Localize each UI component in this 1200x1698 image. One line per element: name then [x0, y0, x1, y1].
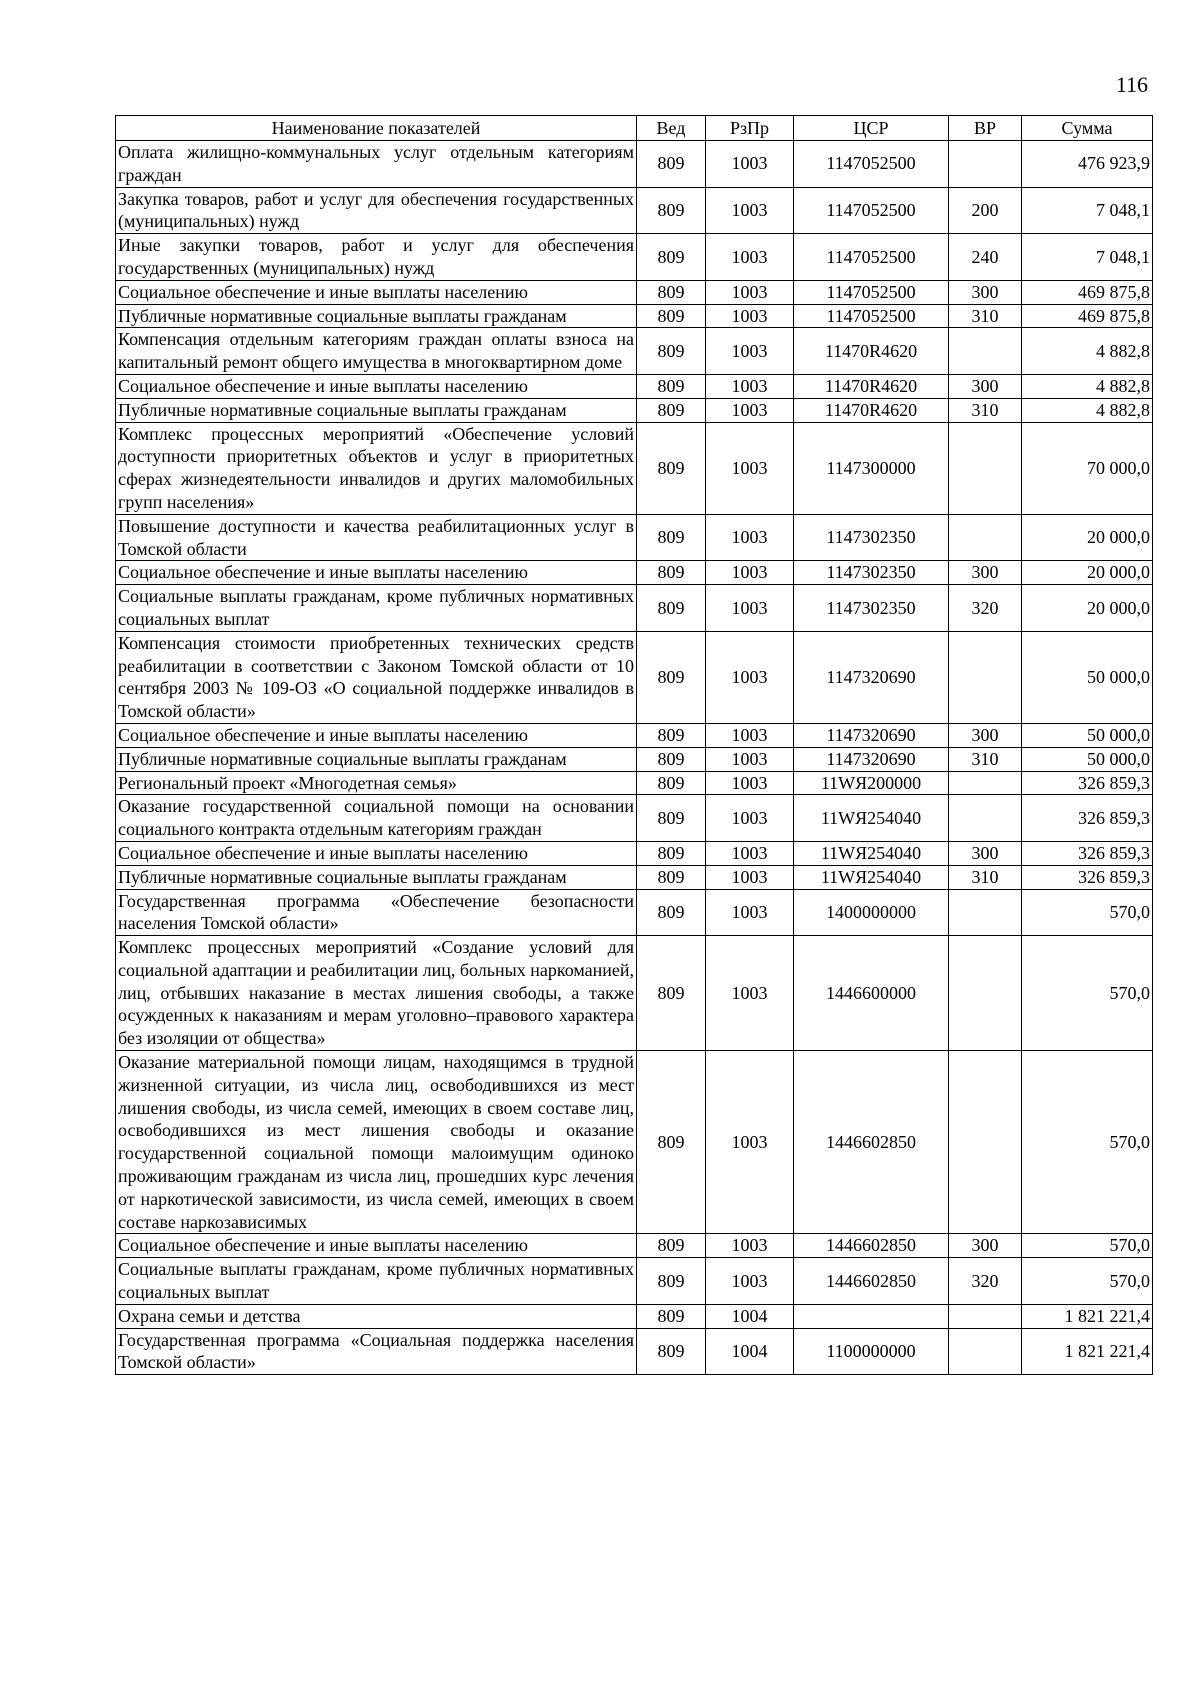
cell-rzpr: 1003 [706, 1258, 794, 1305]
cell-rzpr: 1003 [706, 514, 794, 561]
table-row [116, 328, 1153, 375]
cell-vr: 300 [949, 723, 1022, 747]
cell-vr [949, 771, 1022, 795]
table-row [116, 514, 1153, 561]
header-rzpr: РзПр [706, 116, 794, 141]
cell-csr: 1147300000 [794, 422, 949, 514]
cell-name: Социальное обеспечение и иные выплаты населению [116, 374, 637, 398]
cell-rzpr: 1003 [706, 841, 794, 865]
table-row [116, 1328, 1153, 1375]
cell-vr: 320 [949, 1258, 1022, 1305]
table-row [116, 561, 1153, 585]
cell-name: Социальное обеспечение и иные выплаты населению [116, 841, 637, 865]
table-row [116, 141, 1153, 188]
cell-vr: 310 [949, 865, 1022, 889]
cell-rzpr: 1003 [706, 328, 794, 375]
cell-ved: 809 [637, 585, 706, 632]
cell-vr [949, 795, 1022, 842]
cell-vr: 300 [949, 374, 1022, 398]
cell-sum: 570,0 [1022, 936, 1153, 1051]
cell-sum: 469 875,8 [1022, 280, 1153, 304]
cell-sum: 7 048,1 [1022, 234, 1153, 281]
cell-sum: 70 000,0 [1022, 422, 1153, 514]
cell-vr [949, 514, 1022, 561]
cell-rzpr: 1003 [706, 422, 794, 514]
cell-ved: 809 [637, 280, 706, 304]
cell-name: Охрана семьи и детства [116, 1304, 637, 1328]
cell-rzpr: 1003 [706, 795, 794, 842]
cell-rzpr: 1003 [706, 771, 794, 795]
cell-csr: 1446602850 [794, 1258, 949, 1305]
cell-name: Комплекс процессных мероприятий «Создание условий для социальной адаптации и реабилитации лиц, больных наркоманией, лиц, отбывших наказание в местах лишения свободы, а также осужденных к наказаниям и мерам уголовно–правового характера без изоляции от общества» [116, 936, 637, 1051]
cell-rzpr: 1003 [706, 631, 794, 723]
table-row [116, 585, 1153, 632]
cell-ved: 809 [637, 304, 706, 328]
cell-name: Социальное обеспечение и иные выплаты населению [116, 561, 637, 585]
cell-vr: 240 [949, 234, 1022, 281]
cell-rzpr: 1003 [706, 936, 794, 1051]
table-row [116, 1051, 1153, 1234]
cell-ved: 809 [637, 723, 706, 747]
cell-vr [949, 889, 1022, 936]
cell-csr: 1446600000 [794, 936, 949, 1051]
cell-sum: 4 882,8 [1022, 398, 1153, 422]
cell-ved: 809 [637, 374, 706, 398]
cell-csr: 11470R4620 [794, 398, 949, 422]
table-row [116, 936, 1153, 1051]
cell-csr: 11WЯ254040 [794, 865, 949, 889]
cell-csr: 1147052500 [794, 304, 949, 328]
cell-csr: 1100000000 [794, 1328, 949, 1375]
table-row [116, 374, 1153, 398]
cell-rzpr: 1003 [706, 561, 794, 585]
cell-vr [949, 141, 1022, 188]
cell-name: Компенсация отдельным категориям граждан оплаты взноса на капитальный ремонт общего имущества в многоквартирном доме [116, 328, 637, 375]
header-vr: ВР [949, 116, 1022, 141]
cell-name: Региональный проект «Многодетная семья» [116, 771, 637, 795]
cell-name: Публичные нормативные социальные выплаты гражданам [116, 398, 637, 422]
cell-name: Публичные нормативные социальные выплаты гражданам [116, 865, 637, 889]
table-row [116, 304, 1153, 328]
cell-ved: 809 [637, 771, 706, 795]
header-row [116, 116, 1153, 141]
cell-sum: 50 000,0 [1022, 631, 1153, 723]
cell-rzpr: 1003 [706, 865, 794, 889]
header-sum: Сумма [1022, 116, 1153, 141]
cell-sum: 326 859,3 [1022, 841, 1153, 865]
cell-sum: 326 859,3 [1022, 795, 1153, 842]
cell-sum: 20 000,0 [1022, 561, 1153, 585]
cell-rzpr: 1003 [706, 1234, 794, 1258]
cell-csr: 1147302350 [794, 585, 949, 632]
cell-csr: 11470R4620 [794, 328, 949, 375]
cell-rzpr: 1003 [706, 1051, 794, 1234]
cell-vr [949, 1328, 1022, 1375]
cell-sum: 570,0 [1022, 1258, 1153, 1305]
cell-name: Социальное обеспечение и иные выплаты населению [116, 723, 637, 747]
cell-sum: 326 859,3 [1022, 771, 1153, 795]
cell-rzpr: 1003 [706, 141, 794, 188]
cell-sum: 20 000,0 [1022, 585, 1153, 632]
table-row [116, 398, 1153, 422]
cell-name: Компенсация стоимости приобретенных технических средств реабилитации в соответствии с Законом Томской области от 10 сентября 2003 № 109-ОЗ «О социальной поддержке инвалидов в Томской области» [116, 631, 637, 723]
cell-vr: 300 [949, 1234, 1022, 1258]
cell-rzpr: 1003 [706, 304, 794, 328]
cell-csr: 1147320690 [794, 631, 949, 723]
cell-ved: 809 [637, 1304, 706, 1328]
cell-sum: 4 882,8 [1022, 328, 1153, 375]
cell-rzpr: 1004 [706, 1328, 794, 1375]
table-row [116, 1304, 1153, 1328]
cell-name: Оплата жилищно-коммунальных услуг отдельным категориям граждан [116, 141, 637, 188]
cell-name: Оказание государственной социальной помощи на основании социального контракта отдельным категориям граждан [116, 795, 637, 842]
cell-sum: 4 882,8 [1022, 374, 1153, 398]
table-row [116, 723, 1153, 747]
cell-sum: 50 000,0 [1022, 723, 1153, 747]
cell-sum: 1 821 221,4 [1022, 1304, 1153, 1328]
cell-rzpr: 1003 [706, 398, 794, 422]
cell-rzpr: 1003 [706, 585, 794, 632]
cell-csr: 1400000000 [794, 889, 949, 936]
cell-vr [949, 631, 1022, 723]
cell-ved: 809 [637, 1234, 706, 1258]
page-number: 116 [1115, 72, 1148, 97]
cell-ved: 809 [637, 1258, 706, 1305]
cell-rzpr: 1003 [706, 187, 794, 234]
cell-vr [949, 422, 1022, 514]
cell-ved: 809 [637, 889, 706, 936]
cell-name: Социальное обеспечение и иные выплаты населению [116, 280, 637, 304]
cell-csr: 1147052500 [794, 141, 949, 188]
cell-vr [949, 1304, 1022, 1328]
cell-rzpr: 1004 [706, 1304, 794, 1328]
cell-ved: 809 [637, 865, 706, 889]
table-row [116, 187, 1153, 234]
budget-table [115, 115, 1153, 1375]
cell-vr: 300 [949, 561, 1022, 585]
cell-rzpr: 1003 [706, 747, 794, 771]
cell-csr: 11WЯ254040 [794, 795, 949, 842]
cell-ved: 809 [637, 422, 706, 514]
cell-vr [949, 328, 1022, 375]
cell-sum: 326 859,3 [1022, 865, 1153, 889]
cell-name: Публичные нормативные социальные выплаты гражданам [116, 304, 637, 328]
cell-name: Государственная программа «Обеспечение безопасности населения Томской области» [116, 889, 637, 936]
cell-ved: 809 [637, 234, 706, 281]
cell-ved: 809 [637, 747, 706, 771]
cell-rzpr: 1003 [706, 234, 794, 281]
cell-ved: 809 [637, 631, 706, 723]
cell-ved: 809 [637, 1328, 706, 1375]
header-ved: Вед [637, 116, 706, 141]
cell-vr: 300 [949, 280, 1022, 304]
cell-sum: 1 821 221,4 [1022, 1328, 1153, 1375]
header-name: Наименование показателей [116, 116, 637, 141]
cell-vr: 310 [949, 398, 1022, 422]
table-row [116, 841, 1153, 865]
table-row [116, 865, 1153, 889]
cell-sum: 50 000,0 [1022, 747, 1153, 771]
table-header [116, 116, 1153, 141]
cell-sum: 570,0 [1022, 1234, 1153, 1258]
cell-rzpr: 1003 [706, 374, 794, 398]
cell-name: Социальное обеспечение и иные выплаты населению [116, 1234, 637, 1258]
cell-name: Социальные выплаты гражданам, кроме публичных нормативных социальных выплат [116, 585, 637, 632]
cell-ved: 809 [637, 561, 706, 585]
cell-name: Социальные выплаты гражданам, кроме публичных нормативных социальных выплат [116, 1258, 637, 1305]
cell-csr: 1147320690 [794, 747, 949, 771]
cell-name: Закупка товаров, работ и услуг для обеспечения государственных (муниципальных) нужд [116, 187, 637, 234]
cell-csr: 1446602850 [794, 1234, 949, 1258]
table-row [116, 280, 1153, 304]
cell-csr: 1446602850 [794, 1051, 949, 1234]
cell-ved: 809 [637, 398, 706, 422]
cell-sum: 469 875,8 [1022, 304, 1153, 328]
table-row [116, 1258, 1153, 1305]
cell-sum: 570,0 [1022, 1051, 1153, 1234]
cell-csr: 11470R4620 [794, 374, 949, 398]
cell-sum: 20 000,0 [1022, 514, 1153, 561]
cell-ved: 809 [637, 328, 706, 375]
cell-csr: 1147052500 [794, 280, 949, 304]
cell-sum: 570,0 [1022, 889, 1153, 936]
header-csr: ЦСР [794, 116, 949, 141]
cell-vr: 310 [949, 747, 1022, 771]
cell-vr: 320 [949, 585, 1022, 632]
cell-name: Повышение доступности и качества реабилитационных услуг в Томской области [116, 514, 637, 561]
cell-csr: 1147320690 [794, 723, 949, 747]
cell-name: Публичные нормативные социальные выплаты гражданам [116, 747, 637, 771]
table-row [116, 771, 1153, 795]
cell-vr: 310 [949, 304, 1022, 328]
cell-ved: 809 [637, 841, 706, 865]
table-row [116, 795, 1153, 842]
cell-csr: 1147302350 [794, 514, 949, 561]
table-body [116, 141, 1153, 1375]
cell-ved: 809 [637, 795, 706, 842]
cell-ved: 809 [637, 141, 706, 188]
cell-rzpr: 1003 [706, 889, 794, 936]
cell-ved: 809 [637, 187, 706, 234]
cell-vr: 200 [949, 187, 1022, 234]
cell-csr: 1147052500 [794, 187, 949, 234]
table-row [116, 422, 1153, 514]
cell-rzpr: 1003 [706, 723, 794, 747]
cell-csr [794, 1304, 949, 1328]
cell-name: Оказание материальной помощи лицам, находящимся в трудной жизненной ситуации, из числа лиц, освободившихся из мест лишения свободы, из числа семей, имеющих в своем составе лиц, освободившихся из мест лишения свободы и оказание государственной социальной помощи малоимущим одиноко проживающим гражданам из числа лиц, прошедших курс лечения от наркотической зависимости, из числа семей, имеющих в своем составе наркозависимых [116, 1051, 637, 1234]
table-row [116, 631, 1153, 723]
cell-sum: 476 923,9 [1022, 141, 1153, 188]
cell-sum: 7 048,1 [1022, 187, 1153, 234]
cell-name: Комплекс процессных мероприятий «Обеспечение условий доступности приоритетных объектов и услуг в приоритетных сферах жизнедеятельности инвалидов и других маломобильных групп населения» [116, 422, 637, 514]
table-row [116, 234, 1153, 281]
cell-csr: 11WЯ254040 [794, 841, 949, 865]
table-row [116, 747, 1153, 771]
cell-vr [949, 936, 1022, 1051]
table-row [116, 889, 1153, 936]
cell-name: Государственная программа «Социальная поддержка населения Томской области» [116, 1328, 637, 1375]
cell-name: Иные закупки товаров, работ и услуг для обеспечения государственных (муниципальных) нужд [116, 234, 637, 281]
cell-ved: 809 [637, 1051, 706, 1234]
cell-rzpr: 1003 [706, 280, 794, 304]
cell-vr [949, 1051, 1022, 1234]
cell-vr: 300 [949, 841, 1022, 865]
cell-csr: 1147052500 [794, 234, 949, 281]
cell-csr: 1147302350 [794, 561, 949, 585]
table-row [116, 1234, 1153, 1258]
cell-csr: 11WЯ200000 [794, 771, 949, 795]
cell-ved: 809 [637, 514, 706, 561]
cell-ved: 809 [637, 936, 706, 1051]
